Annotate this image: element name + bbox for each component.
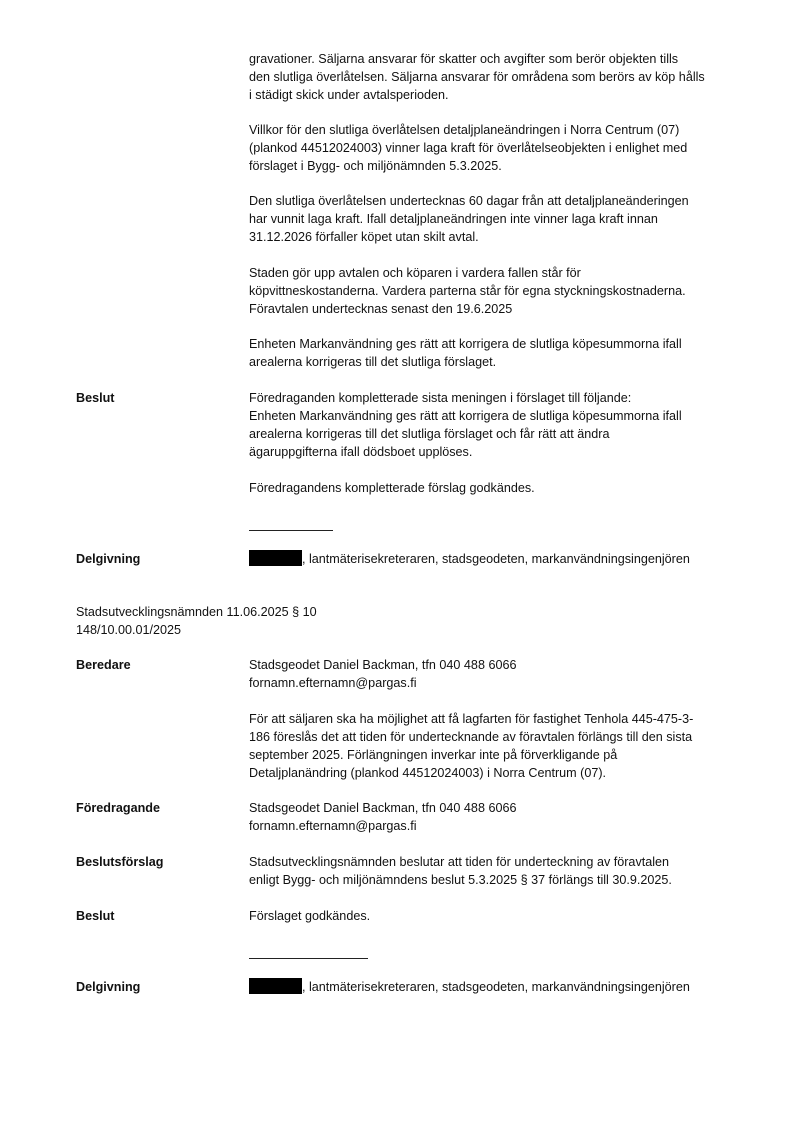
beslutsforslag-text: Stadsutvecklingsnämnden beslutar att tiden för underteckning av föravtalen enligt Bygg- och miljönämndens beslut 5.3.2025 § 37 förlängs till 30.9.2025. xyxy=(249,855,672,887)
delgivning-text: , lantmäterisekreteraren, stadsgeodeten, markanvändningsingenjören xyxy=(249,550,739,568)
redaction-block xyxy=(249,550,302,566)
beslut2-label: Beslut xyxy=(76,909,115,923)
redaction-block-2 xyxy=(249,978,302,994)
signature-line-2 xyxy=(249,958,368,959)
delgivning2-text: , lantmäterisekreteraren, stadsgeodeten, markanvändningsingenjören xyxy=(249,978,739,996)
beslut-text: Föredraganden kompletterade sista meningen i förslaget till följande: Enheten Markanvändning ges rätt att korrigera de slutliga köpesummorna ifall arealerna korrigeras till det slutliga förslaget och får rätt att ändra ägaruppgifterna ifall dödsboet upplöses. xyxy=(249,391,682,459)
paragraph-extension: För att säljaren ska ha möjlighet att få lagfarten för fastighet Tenhola 445-475-3- 186 föreslås det att tiden för undertecknande av föravtalen förlängs till den sista september 2025. Förlängningen inverkar inte på förverkligande på Detaljplanändring (plankod 44512024003) i Norra Centrum (07). xyxy=(249,712,694,780)
beredare-label: Beredare xyxy=(76,658,131,672)
paragraph-engravings: gravationer. Säljarna ansvarar för skatter och avgifter som berör objekten tills den slutliga överlåtelsen. Säljarna ansvarar för områdena som berörs av köp hålls i städigt skick under avtalsperioden. xyxy=(249,52,705,102)
foredragande-label: Föredragande xyxy=(76,801,160,815)
paragraph-conditions: Villkor för den slutliga överlåtelsen detaljplaneändringen i Norra Centrum (07) (plankod 44512024003) vinner laga kraft för överlåtelseobjekten i enlighet med förslaget i Bygg- och miljönämnden 5.3.2025. xyxy=(249,123,688,173)
beslutsforslag-label: Beslutsförslag xyxy=(76,855,164,869)
foredragande-text: Stadsgeodet Daniel Backman, tfn 040 488 6066 fornamn.efternamn@pargas.fi xyxy=(249,801,517,833)
delgivning2-label: Delgivning xyxy=(76,980,141,994)
signature-line xyxy=(249,530,333,531)
beslut2-text: Förslaget godkändes. xyxy=(249,909,371,923)
paragraph-signing: Den slutliga överlåtelsen undertecknas 60 dagar från att detaljplaneänderingen har vunnit laga kraft. Ifall detaljplaneändringen inte vinner laga kraft innan 31.12.2026 förfaller köpet utan skilt avtal. xyxy=(249,194,689,244)
delgivning-label: Delgivning xyxy=(76,552,141,566)
paragraph-costs: Staden gör upp avtalen och köparen i vardera fallen står för köpvittneskostanderna. Vardera parterna står för egna styckningskostnaderna. Föravtalen undertecknas senast den 19.6.2025 xyxy=(249,266,686,316)
meeting-header: Stadsutvecklingsnämnden 11.06.2025 § 10 148/10.00.01/2025 xyxy=(76,605,317,637)
beslut-approved: Föredragandens kompletterade förslag godkändes. xyxy=(249,481,535,495)
paragraph-unit: Enheten Markanvändning ges rätt att korrigera de slutliga köpesummorna ifall arealerna korrigeras till det slutliga förslaget. xyxy=(249,337,682,369)
beslut-label: Beslut xyxy=(76,391,115,405)
beredare-text: Stadsgeodet Daniel Backman, tfn 040 488 6066 fornamn.efternamn@pargas.fi xyxy=(249,658,517,690)
